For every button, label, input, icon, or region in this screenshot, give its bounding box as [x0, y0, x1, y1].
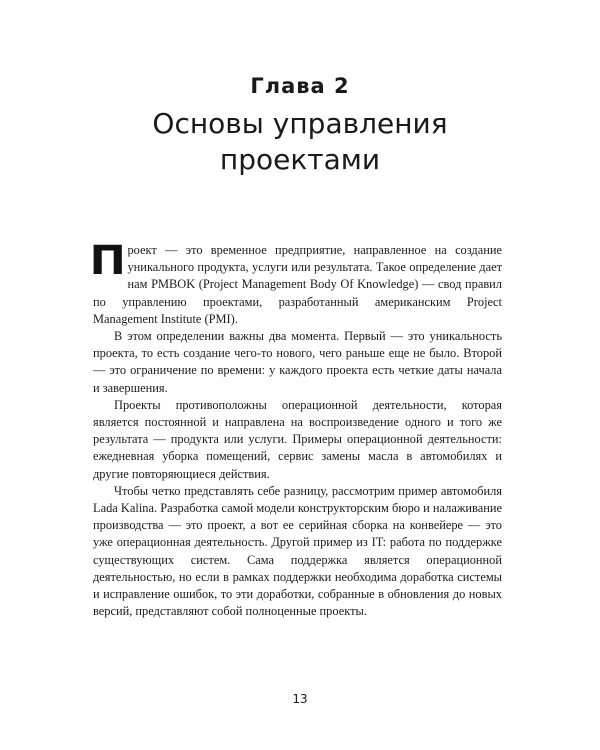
paragraph-2: В этом определении важны два момента. Первый — это уникальность проекта, то есть создание чего-то нового, чего раньше еще не было. Второй — это ограничение по времени: у каждого проекта есть четкие даты начала и завершения.: [93, 329, 502, 395]
paragraph-4: Чтобы четко представлять себе разницу, рассмотрим пример автомобиля Lada Kalina. Разработка самой модели конструкторским бюро и налаживание производства — это проект, а вот ее серийная сборка на конвейере — это уже операционная деятельность. Другой пример из IT: работа по поддержке существующих систем. Сама поддержка является операционной деятельностью, но если в рамках поддержки необходима доработка системы и исправление ошибок, то эти доработки, собранные в обновления до новых версий, представляют собой полноценные проекты.: [93, 483, 502, 619]
chapter-title-line-1: Основы управления: [152, 107, 448, 140]
chapter-title: [0, 106, 600, 178]
chapter-label: Глава 2: [250, 74, 350, 98]
body-text: [89, 238, 502, 620]
paragraph-1-text: роект — это временное предприятие, направленное на создание уникального продукта, услуги или результата. Такое определение дает нам PMBOK (Project Management Body Of Knowledge) — свод правил по управлению проектами, разработанный американским Project Management Institute (PMI).: [93, 243, 502, 326]
chapter-title-line-2: проектами: [219, 143, 381, 176]
paragraph-3: Проекты противоположны операционной деятельности, которая является постоянной и направлена на воспроизведение одного и того же результата — продукта или услуги. Примеры операционной деятельности: ежедневная уборка помещений, сервис замены масла в автомобилях и другие повторяющиеся действия.: [93, 397, 502, 481]
drop-cap: П: [89, 238, 126, 284]
paragraph-1: [89, 238, 502, 328]
page-number: 13: [292, 692, 308, 706]
